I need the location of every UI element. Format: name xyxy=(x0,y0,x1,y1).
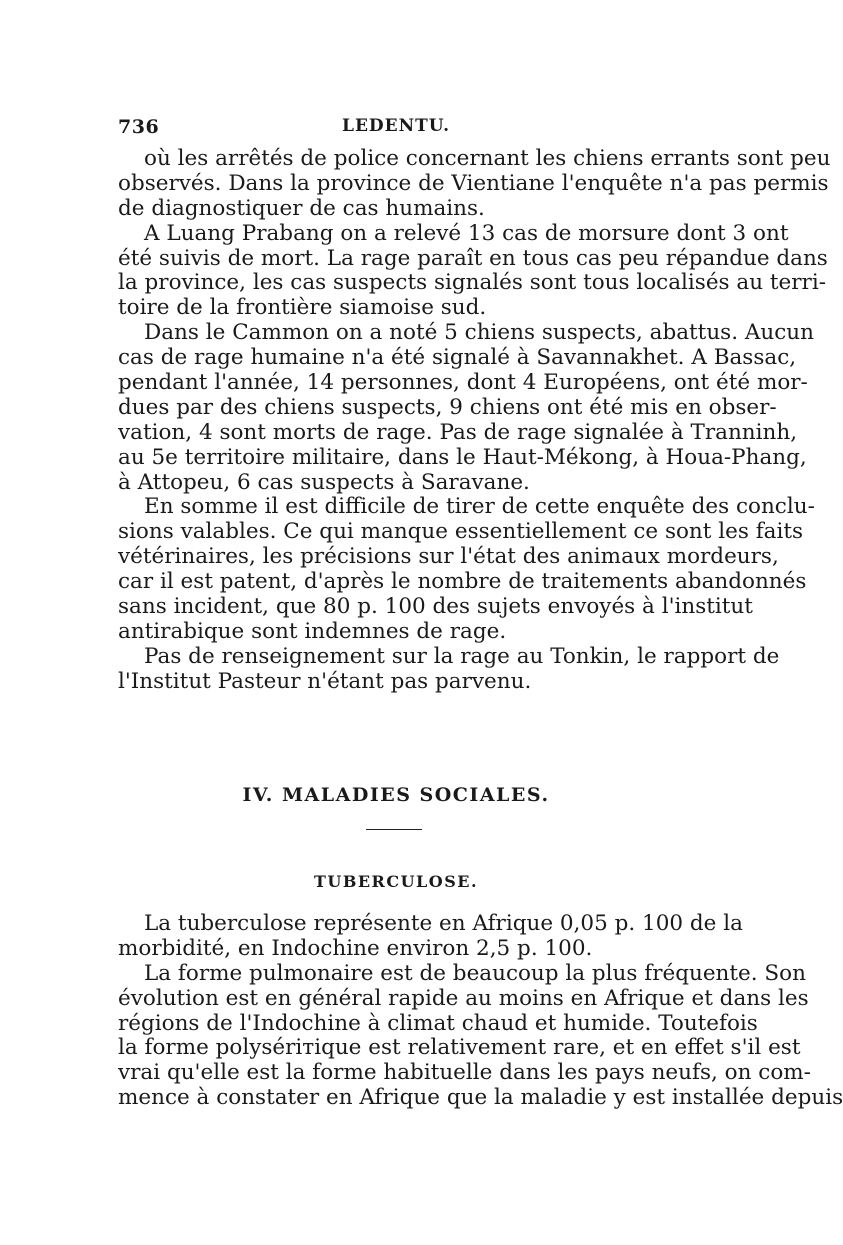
text-line: de diagnostiquer de cas humains. xyxy=(118,195,485,221)
text-line: où les arrêtés de police concernant les chiens errants sont peu xyxy=(144,146,831,171)
text-line: car il est patent, d'après le nombre de traitements abandonnés xyxy=(118,569,807,595)
text-line: cas de rage humaine n'a été signalé à Savannakhet. A Bassac, xyxy=(118,345,797,371)
paragraph xyxy=(118,220,828,322)
text-line: la forme polysériтique est relativement rare, et en effet s'il est xyxy=(118,1035,801,1061)
text-line: antirabique sont indemnes de rage. xyxy=(118,618,507,644)
text-line: observés. Dans la province de Vientiane l'enquête n'a pas permis xyxy=(118,170,829,196)
text-line: La tuberculose représente en Afrique 0,05 p. 100 de la xyxy=(144,911,743,936)
paragraph xyxy=(118,911,743,962)
text-line: toire de la frontière siamoise sud. xyxy=(118,295,487,321)
text-line: dues par des chiens suspects, 9 chiens ont été mis en obser- xyxy=(118,394,777,420)
page-number: 736 xyxy=(118,116,160,138)
text-line: été suivis de mort. La rage paraît en tous cas peu répandue dans xyxy=(118,245,828,271)
text-line: La forme pulmonaire est de beaucoup la plus fréquente. Son xyxy=(144,960,806,986)
text-line: la province, les cas suspects signalés sont tous localisés au terri- xyxy=(118,270,826,296)
paragraph xyxy=(118,320,814,495)
text-line: Dans le Cammon on a noté 5 chiens suspects, abattus. Aucun xyxy=(144,320,814,346)
text-line: sions valables. Ce qui manque essentiellement ce sont les faits xyxy=(118,519,804,545)
text-line: évolution est en général rapide au moins en Afrique et dans les xyxy=(118,985,809,1011)
text-line: En somme il est difficile de tirer de cette enquête des conclu- xyxy=(144,494,815,520)
text-line: à Attopeu, 6 cas suspects à Saravane. xyxy=(118,469,530,495)
subsection-title: TUBERCULOSE. xyxy=(313,872,479,891)
paragraph xyxy=(118,643,780,695)
body-text-top xyxy=(118,146,831,695)
running-head: LEDENTU. xyxy=(342,116,450,136)
text-line: mence à constater en Afrique que la maladie y est installée depuis xyxy=(118,1085,843,1111)
text-line: vation, 4 sont morts de rage. Pas de rage signalée à Tranninh, xyxy=(118,419,798,445)
paragraph xyxy=(118,960,843,1111)
page-header xyxy=(118,116,674,140)
text-line: morbidité, en Indochine environ 2,5 p. 100. xyxy=(118,935,593,961)
section-divider xyxy=(366,829,422,830)
section-title: IV. MALADIES SOCIALES. xyxy=(242,784,550,806)
text-line: au 5e territoire militaire, dans le Haut-Mékong, à Houa-Phang, xyxy=(118,444,807,470)
text-line: Pas de renseignement sur la rage au Tonkin, le rapport de xyxy=(144,643,780,669)
paragraph xyxy=(118,494,815,644)
text-line: régions de l'Indochine à climat chaud et humide. Toutefois xyxy=(118,1010,758,1036)
text-line: vétérinaires, les précisions sur l'état des animaux mordeurs, xyxy=(118,544,779,570)
text-line: pendant l'année, 14 personnes, dont 4 Européens, ont été mor- xyxy=(118,370,808,396)
body-text-bottom xyxy=(118,911,843,1111)
text-line: vrai qu'elle est la forme habituelle dans les pays neufs, on com- xyxy=(118,1060,811,1086)
paragraph xyxy=(118,146,831,222)
text-line: sans incident, que 80 p. 100 des sujets envoyés à l'institut xyxy=(118,594,753,620)
text-line: A Luang Prabang on a relevé 13 cas de morsure dont 3 ont xyxy=(144,220,789,246)
text-line: l'Institut Pasteur n'étant pas parvenu. xyxy=(118,668,532,694)
